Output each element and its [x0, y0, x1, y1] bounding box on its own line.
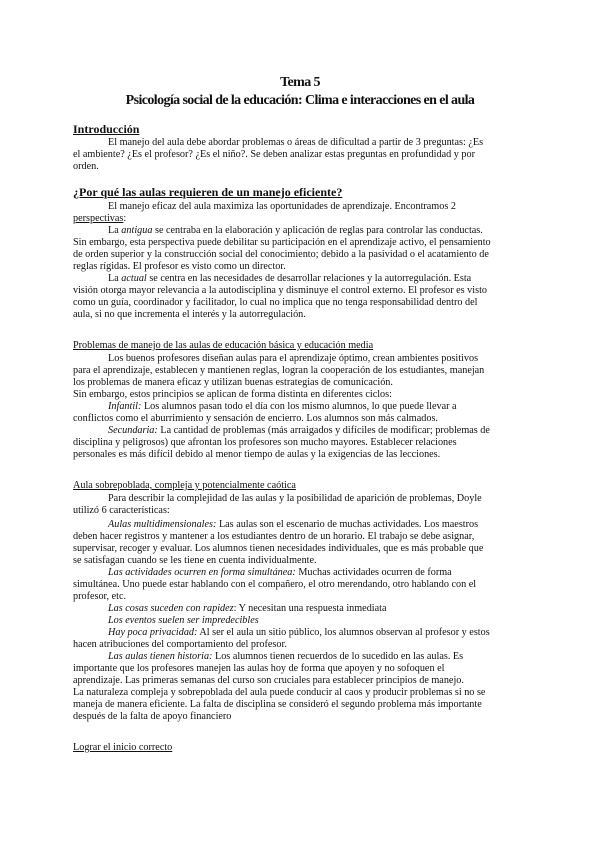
- secundaria-line-1: [108, 425, 490, 437]
- perspective-new-line-4: aula, si no que incrementa el interés y la autorregulación.: [73, 309, 306, 320]
- char-2-label: Las actividades ocurren en forma simultánea:: [108, 567, 296, 578]
- perspective-new-term: actual: [121, 273, 147, 284]
- char-2-text: Muchas actividades ocurren de forma: [295, 567, 452, 578]
- char-1-line-2: deben hacer registros y mantener a los estudiantes dentro de un horario. El trabajo se debe asignar,: [73, 531, 475, 542]
- char-3-label: Las cosas suceden con rapidez: [108, 603, 234, 614]
- char-3-text: : Y necesitan una respuesta inmediata: [233, 603, 387, 614]
- char-4-line: Los eventos suelen ser impredecibles: [108, 615, 259, 626]
- crowded-summary-line-2: maneja de manera eficiente. La falta de disciplina se consideró el segundo problema más importante: [73, 699, 482, 710]
- perspective-old-line-2: Sin embargo, esta perspectiva puede debilitar su participación en el aprendizaje activo, el pensamiento: [73, 237, 491, 248]
- page-title: Tema 5: [280, 75, 320, 90]
- intro-line-3: orden.: [73, 161, 99, 172]
- char-6-text: Los alumnos tienen recuerdos de lo sucedido en las aulas. Es: [212, 651, 464, 662]
- char-5-label: Hay poca privacidad:: [108, 627, 198, 638]
- section-heading-intro: Introducción: [73, 122, 140, 136]
- char-6-line-1: [108, 651, 463, 663]
- perspective-new-prefix: La: [108, 273, 122, 284]
- perspective-old-line-1: [108, 225, 483, 237]
- char-1-line-4: se satisfagan cuando se les tiene en cuenta individualmente.: [73, 555, 317, 566]
- char-6-line-2: importante que los profesores manejen las aulas hoy de forma que apoyen y no sofoquen el: [73, 663, 445, 674]
- intro-line-1: El manejo del aula debe abordar problemas o áreas de dificultad a partir de 3 preguntas: ¿Es: [108, 137, 484, 148]
- perspective-old-text: se centraba en la elaboración y aplicación de reglas para controlar las conductas.: [152, 225, 483, 236]
- char-6-line-3: aprendizaje. Las primeras semanas del curso son cruciales para establecer principios de manejo.: [73, 675, 464, 686]
- char-2-line-3: profesor, etc.: [73, 591, 127, 602]
- crowded-line-2: utilizó 6 características:: [73, 505, 170, 516]
- perspective-new-line-1: [108, 273, 471, 285]
- infantil-line-1: [108, 401, 457, 413]
- problems-line-3: los problemas de manera eficaz y utilizan buenas estrategias de comunicación.: [73, 377, 393, 388]
- problems-line-4: Sin embargo, estos principios se aplican de forma distinta en diferentes ciclos:: [73, 389, 392, 400]
- char-3-line: [108, 603, 387, 615]
- infantil-label: Infantil:: [108, 401, 142, 412]
- perspectives-label: perspectivas: [73, 213, 124, 224]
- crowded-summary-line-1: La naturaleza compleja y sobrepoblada del aula puede conducir al caos y producir problemas si no se: [73, 687, 486, 698]
- crowded-line-1: Para describir la complejidad de las aulas y la posibilidad de aparición de problemas, Doyle: [108, 493, 482, 504]
- problems-line-2: para el aprendizaje, establecen y mantienen reglas, logran la cooperación de los estudiantes, manejan: [73, 365, 485, 376]
- char-5-line-2: hacen atribuciones del comportamiento del profesor.: [73, 639, 287, 650]
- char-2-line-2: simultánea. Uno puede estar hablando con el compañero, el otro merendando, otro hablando con el: [73, 579, 477, 590]
- perspectives-colon: :: [123, 213, 127, 224]
- section-heading-problems: Problemas de manejo de las aulas de educación básica y educación media: [73, 340, 374, 351]
- page-subtitle: Psicología social de la educación: Clima e interacciones en el aula: [125, 93, 475, 108]
- char-6-label: Las aulas tienen historia:: [108, 651, 213, 662]
- char-5-text: Al ser el aula un sitio público, los alumnos observan al profesor y estos: [197, 627, 490, 638]
- char-1-text: Las aulas son el escenario de muchas actividades. Los maestros: [216, 519, 479, 530]
- infantil-text: Los alumnos pasan todo el día con los mismo alumnos, lo que puede llevar a: [141, 401, 457, 412]
- perspective-new-line-2: visión otorga mayor relevancia a la autodisciplina y disminuye el control externo. El profesor es visto: [73, 285, 487, 296]
- why-line-2: [73, 213, 126, 225]
- char-1-label: Aulas multidimensionales:: [108, 519, 217, 530]
- perspective-old-line-3: de orden superior y la construcción social del conocimiento; debido a la pasividad o el acatamiento de: [73, 249, 489, 260]
- section-heading-why: ¿Por qué las aulas requieren de un manejo eficiente?: [73, 185, 343, 199]
- secundaria-line-3: personales es más difícil debido al menor tiempo de aulas y la exigencias de las lecciones.: [73, 449, 441, 460]
- perspective-old-term: antigua: [121, 225, 153, 236]
- char-1-line-3: supervisar, recoger y evaluar. Los alumnos tienen necesidades individuales, que es más probable que: [73, 543, 484, 554]
- infantil-line-2: conflictos como el aburrimiento y sensación de encierro. Los alumnos son más calmados.: [73, 413, 438, 424]
- char-5-line-1: [108, 627, 490, 639]
- secundaria-label: Secundaria:: [108, 425, 158, 436]
- char-2-line-1: [108, 567, 452, 579]
- secundaria-text: La cantidad de problemas (más arraigados y difíciles de modificar; problemas de: [157, 425, 490, 436]
- perspective-new-line-3: como un guía, coordinador y facilitador, lo cual no implica que no tenga responsabilidad dentro del: [73, 297, 478, 308]
- section-heading-start: Lograr el inicio correcto: [73, 742, 173, 753]
- perspective-old-prefix: La: [108, 225, 122, 236]
- perspective-new-text: se centra en las necesidades de desarrollar relaciones y la autorregulación. Esta: [146, 273, 472, 284]
- section-heading-crowded: Aula sobrepoblada, compleja y potencialmente caótica: [73, 480, 296, 491]
- why-line-1: El manejo eficaz del aula maximiza las oportunidades de aprendizaje. Encontramos 2: [108, 201, 456, 212]
- char-1-line-1: [108, 519, 478, 531]
- problems-line-1: Los buenos profesores diseñan aulas para el aprendizaje óptimo, crean ambientes positivos: [108, 353, 479, 364]
- secundaria-line-2: disciplina y peligrosos) que afrontan los profesores son mucho mayores. Establecer relaciones: [73, 437, 457, 448]
- crowded-summary-line-3: después de la falta de apoyo financiero: [73, 711, 232, 722]
- perspective-old-line-4: reglas rígidas. El profesor es visto como un director.: [73, 261, 286, 272]
- intro-line-2: el ambiente? ¿Es el profesor? ¿Es el niño?. Se deben analizar estas preguntas en profundidad y por: [73, 149, 475, 160]
